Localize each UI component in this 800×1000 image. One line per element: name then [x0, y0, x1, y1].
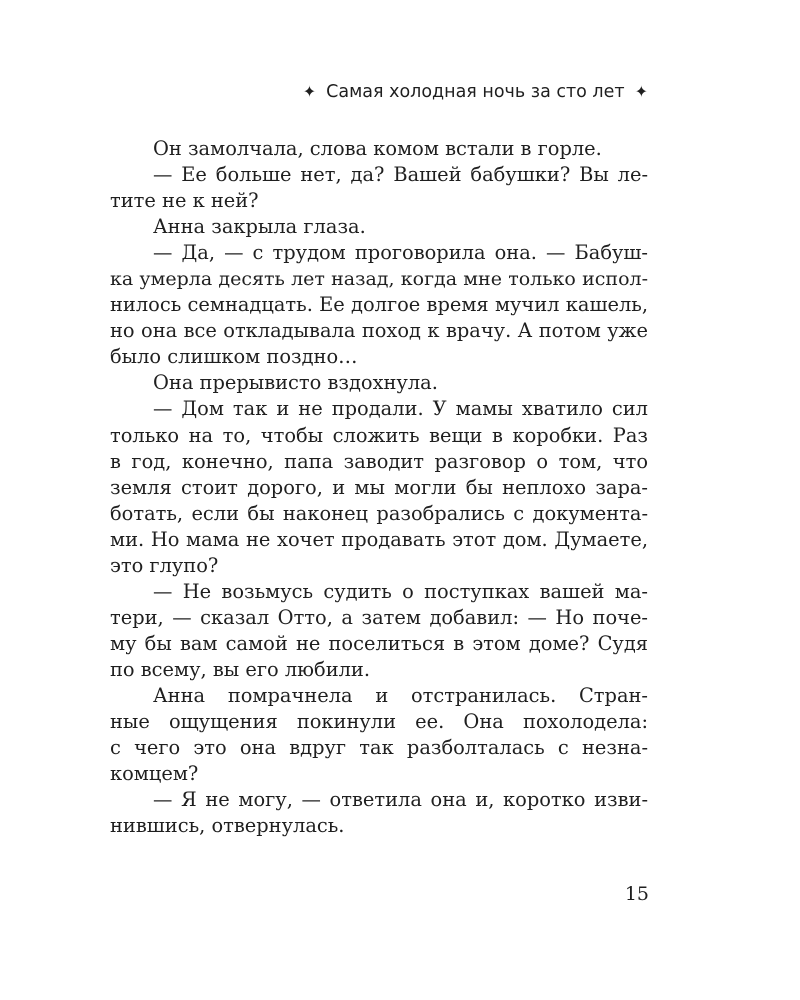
- text-line: ка умерла десять лет назад, когда мне только испол-: [110, 268, 648, 291]
- text-line: только на то, чтобы сложить вещи в коробки. Раз: [110, 423, 648, 447]
- text-line: ми. Но мама не хочет продавать этот дом. Думаете,: [110, 527, 648, 551]
- text-line: тите не к ней?: [110, 189, 259, 213]
- running-title: Самая холодная ночь за сто лет: [326, 82, 625, 102]
- text-line: но она все откладывала поход к врачу. А потом уже: [110, 319, 648, 343]
- body-text: [110, 136, 648, 839]
- text-line: — Да, — с трудом проговорила она. — Бабуш-: [153, 241, 648, 265]
- text-line: было слишком поздно…: [110, 345, 358, 369]
- text-line: с чего это она вдруг так разболталась с незна-: [110, 736, 648, 760]
- text-line: Анна помрачнела и отстранилась. Стран-: [153, 683, 648, 707]
- text-line: комцем?: [110, 762, 199, 786]
- text-line: по всему, вы его любили.: [110, 657, 371, 681]
- text-line: — Ее больше нет, да? Вашей бабушки? Вы ле-: [153, 163, 648, 187]
- text-line: Он замолчала, слова комом встали в горле.: [153, 137, 602, 160]
- text-line: — Я не могу, — ответила она и, коротко изви-: [153, 788, 648, 812]
- text-line: тери, — сказал Отто, а затем добавил: — Но поче-: [110, 605, 648, 629]
- text-line: земля стоит дорого, и мы могли бы неплохо зара-: [110, 475, 648, 499]
- star-ornament-right-icon: ✦: [634, 82, 648, 101]
- page-number: 15: [624, 883, 649, 905]
- text-line: му бы вам самой не поселиться в этом доме? Судя: [110, 631, 648, 655]
- text-line: в год, конечно, папа заводит разговор о том, что: [110, 449, 648, 473]
- text-line: Она прерывисто вздохнула.: [153, 371, 438, 395]
- text-line: это глупо?: [110, 553, 219, 577]
- text-line: нилось семнадцать. Ее долгое время мучил кашель,: [110, 293, 648, 317]
- text-line: — Не возьмусь судить о поступках вашей ма-: [153, 579, 648, 603]
- text-line: — Дом так и не продали. У мамы хватило сил: [153, 397, 648, 421]
- star-ornament-left-icon: ✦: [302, 82, 317, 101]
- running-head: [303, 82, 648, 102]
- text-line: Анна закрыла глаза.: [153, 215, 366, 239]
- text-line: ные ощущения покинули ее. Она похолодела:: [110, 710, 648, 734]
- text-line: ботать, если бы наконец разобрались с документа-: [110, 501, 648, 525]
- text-line: нившись, отвернулась.: [110, 814, 345, 838]
